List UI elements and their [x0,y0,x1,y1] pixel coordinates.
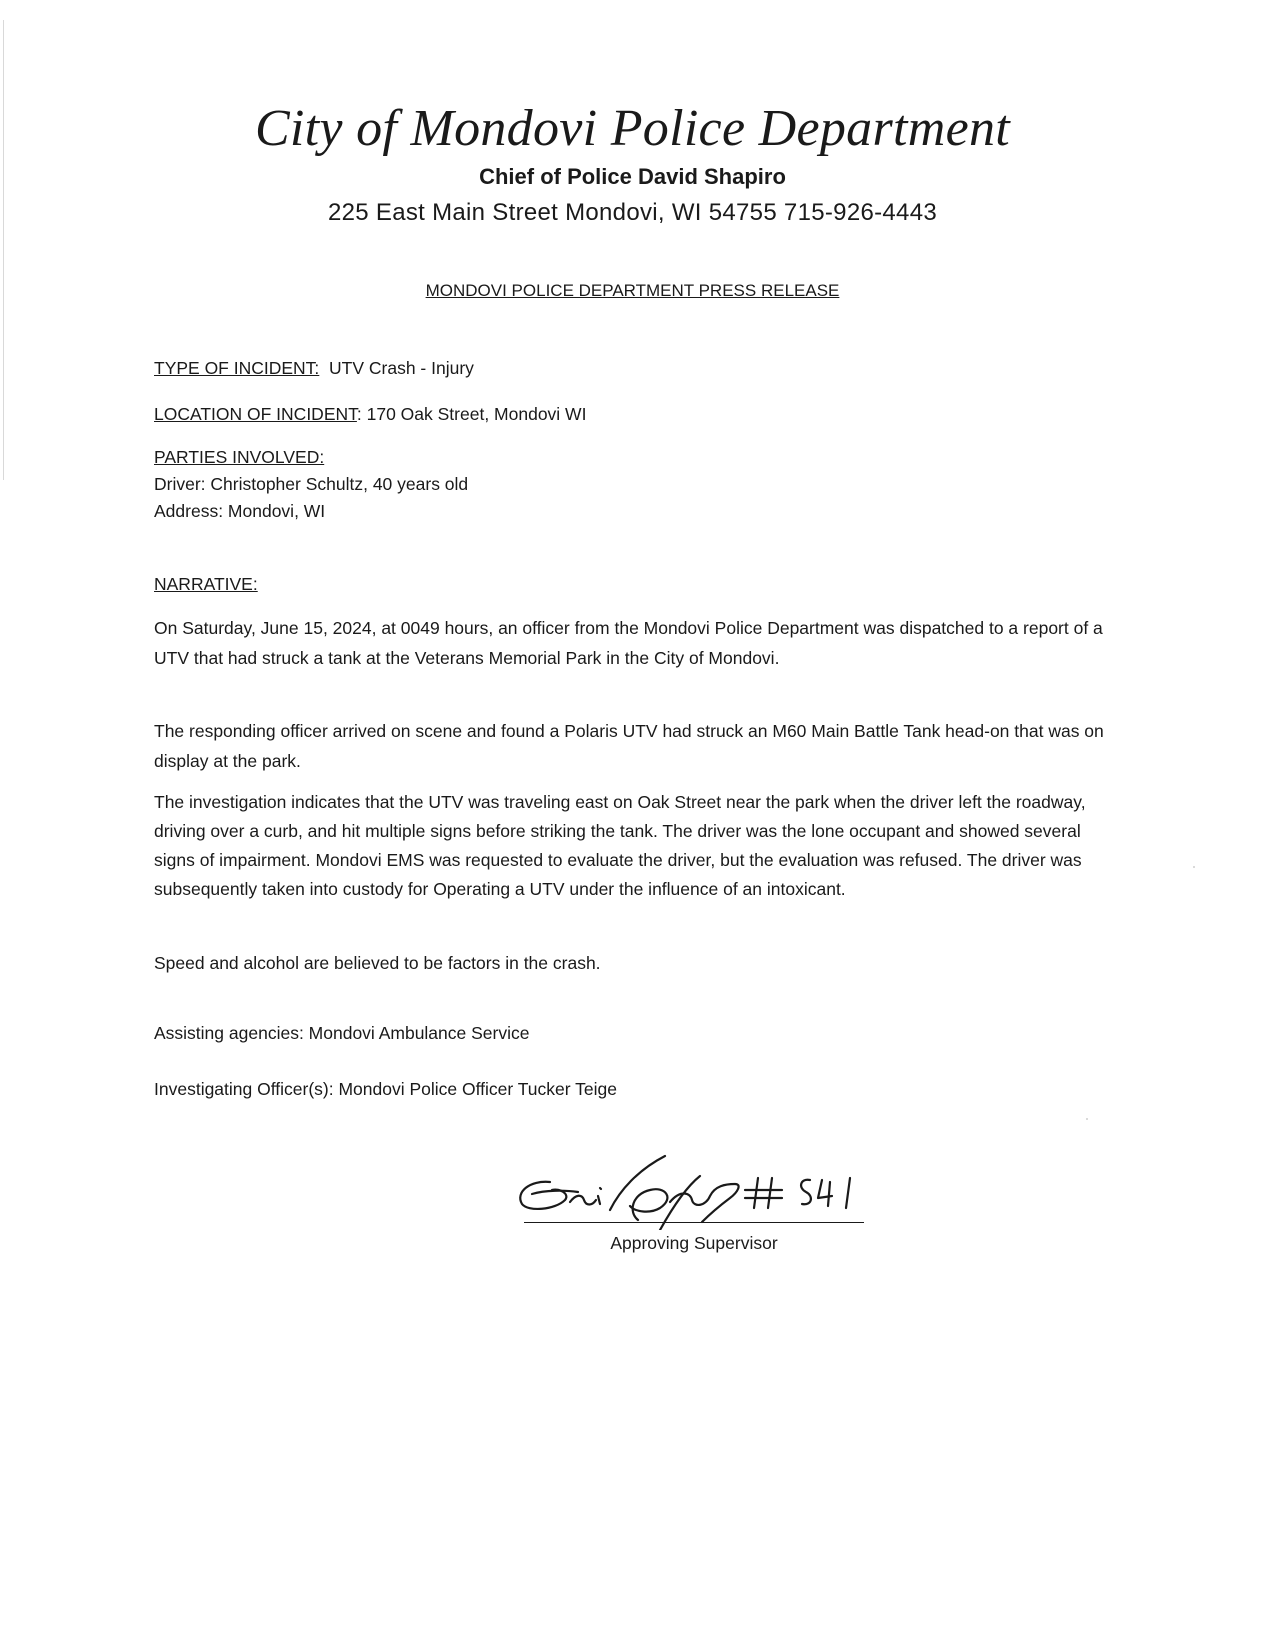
department-address: 225 East Main Street Mondovi, WI 54755 715-926-4443 [328,199,937,226]
driver-address: Address: Mondovi, WI [154,501,326,521]
narrative-paragraph: Speed and alcohol are believed to be factors in the crash. [154,953,601,973]
scan-speck [1086,1118,1088,1120]
driver-info: Driver: Christopher Schultz, 40 years old [154,474,469,494]
assisting-agencies: Assisting agencies: Mondovi Ambulance Service [154,1023,530,1043]
signature-caption: Approving Supervisor [610,1233,778,1253]
signature-line [524,1222,864,1223]
narrative-paragraph: The responding officer arrived on scene and found a Polaris UTV had struck an M60 Main Battle Tank head-on that was on display at the park. [154,721,1104,771]
narrative-paragraph: The investigation indicates that the UTV was traveling east on Oak Street near the park when the driver left the roadway, driving over a curb, and hit multiple signs before striking the tank. The driver was the lone occupant and showed several signs of impairment. Mondovi EMS was requested to evaluate the driver, but the evaluation was refused. The driver was subsequently taken into custody for Operating a UTV under the influence of an intoxicant. [154,792,1086,899]
narrative-paragraph: On Saturday, June 15, 2024, at 0049 hours, an officer from the Mondovi Police Department was dispatched to a report of a UTV that had struck a tank at the Veterans Memorial Park in the City of Mondovi. [154,618,1103,668]
scan-speck [1193,866,1195,868]
incident-location [154,400,1104,429]
parties-label: PARTIES INVOLVED: [154,447,325,467]
incident-location-label: LOCATION OF INCIDENT [154,404,357,424]
department-title: City of Mondovi Police Department [254,100,1011,157]
chief-of-police: Chief of Police David Shapiro [479,164,786,189]
supervisor-signature [510,1150,910,1230]
incident-location-value: : 170 Oak Street, Mondovi WI [356,404,587,424]
incident-type [154,354,1104,383]
scan-edge-line [3,20,4,480]
letterhead [0,98,1265,230]
incident-type-label: TYPE OF INCIDENT: [154,358,320,378]
parties-involved [154,444,1104,525]
press-release-heading: MONDOVI POLICE DEPARTMENT PRESS RELEASE [425,281,840,300]
narrative-label: NARRATIVE: [154,574,258,594]
incident-type-value: UTV Crash - Injury [329,358,474,378]
narrative-section [154,570,1104,599]
investigating-officers: Investigating Officer(s): Mondovi Police Officer Tucker Teige [154,1079,617,1099]
